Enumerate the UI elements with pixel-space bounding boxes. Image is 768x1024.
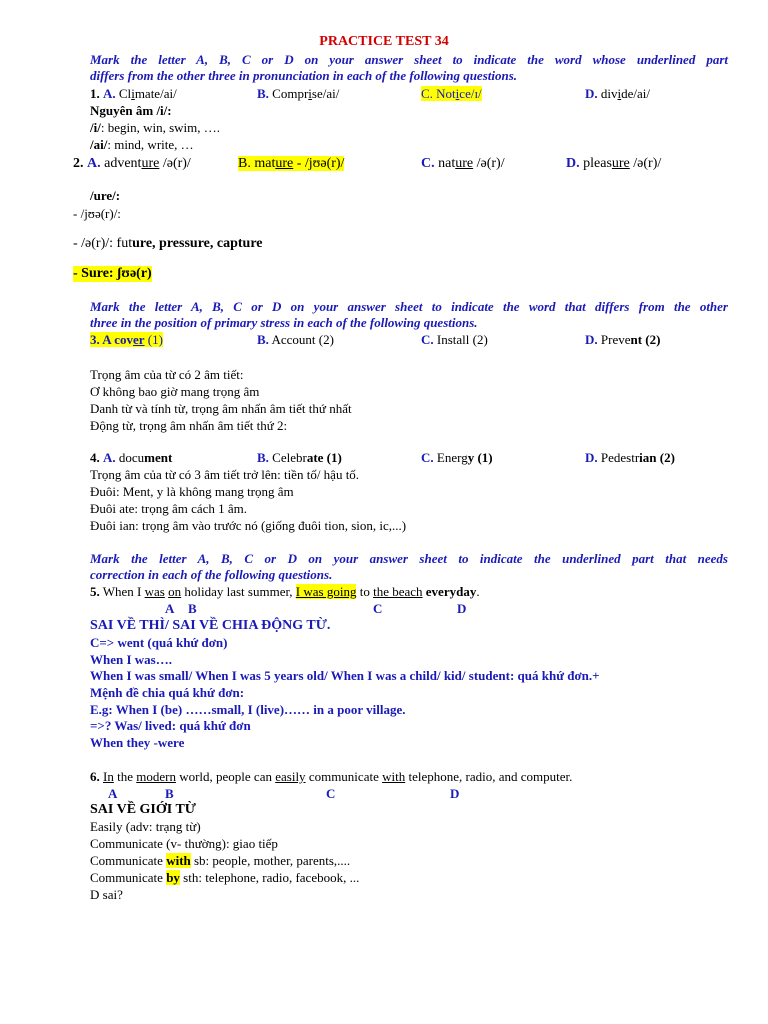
q5-notes-line-6: E.g: When I (be) ……small, I (live)…… in a poor village. (90, 702, 406, 717)
q5-notes-line-5: Mệnh đề chia quá khứ đơn: (90, 685, 245, 700)
q2-option-b: B. mature - /jʊə(r)/ (238, 156, 345, 171)
q4-option-a: 4. A. document (90, 450, 173, 465)
instruction-1-line-2: differs from the other three in pronunciation in each of the following questions. (90, 68, 518, 83)
q2-option-d: D. pleasure /ə(r)/ (566, 156, 662, 171)
q1-option-d: D. divide/ai/ (585, 86, 651, 101)
instruction-3-line-2: correction in each of the following questions. (90, 567, 333, 582)
q2-notes-line-1: - /jʊə(r)/: (73, 206, 121, 221)
q4-option-c: C. Energy (1) (421, 450, 493, 465)
q5-label-b: B (188, 601, 197, 616)
q6-sentence: 6. In the modern world, people can easily communicate with telephone, radio, and computer. (90, 769, 573, 784)
q5-notes-line-4: When I was small/ When I was 5 years old/ When I was a child/ kid/ student: quá khứ đơn.+ (90, 668, 600, 683)
q5-notes-line-8: When they -were (90, 735, 185, 750)
q2-notes-heading: /ure/: (90, 188, 121, 203)
q3-option-a: 3. A cover (1) (90, 332, 163, 347)
q4-notes-line-4: Đuôi ian: trọng âm vào trước nó (giống đuôi tion, sion, ic,...) (90, 518, 407, 533)
q1-option-b: B. Comprise/ai/ (257, 86, 340, 101)
q3-option-b: B. Account (2) (257, 332, 334, 347)
q5-label-a: A (165, 601, 175, 616)
q1-option-c: C. Notice/ɪ/ (421, 86, 482, 101)
q4-notes-line-1: Trọng âm của từ có 3 âm tiết trở lên: tiền tố/ hậu tố. (90, 467, 360, 482)
q2-notes-line-3: - Sure: ʃʊə(r) (73, 266, 152, 281)
q2-option-c: C. nature /ə(r)/ (421, 156, 505, 171)
q3-notes-line-2: Ơ không bao giờ mang trọng âm (90, 384, 260, 399)
q5-notes-line-1: SAI VỀ THÌ/ SAI VỀ CHIA ĐỘNG TỪ. (90, 618, 331, 633)
q5-notes-line-3: When I was…. (90, 652, 172, 667)
q6-notes-line-4: Communicate by sth: telephone, radio, facebook, ... (90, 870, 360, 885)
q4-notes-line-2: Đuôi: Ment, y là không mang trọng âm (90, 484, 294, 499)
q6-label-d: D (450, 786, 460, 801)
q5-label-c: C (373, 601, 383, 616)
q6-notes-line-2: Communicate (v- thường): giao tiếp (90, 836, 278, 851)
q4-option-d: D. Pedestrian (2) (585, 450, 675, 465)
page-title: PRACTICE TEST 34 (319, 34, 449, 49)
q5-notes-line-7: =>? Was/ lived: quá khứ đơn (90, 718, 251, 733)
q6-label-a: A (108, 786, 118, 801)
q2-option-a: 2. A. adventure /ə(r)/ (73, 156, 191, 171)
q1-notes-line-2: /ai/: mind, write, … (90, 137, 194, 152)
q6-label-c: C (326, 786, 336, 801)
instruction-1-line-1: Mark the letter A, B, C or D on your answer sheet to indicate the word whose underlined part (90, 52, 728, 67)
instruction-2-line-2: three in the position of primary stress in each of the following questions. (90, 315, 478, 330)
q6-notes-line-5: D sai? (90, 887, 123, 902)
q5-sentence: 5. When I was on holiday last summer, I was going to the beach everyday. (90, 584, 480, 599)
instruction-2-line-1: Mark the letter A, B, C or D on your answer sheet to indicate the word that differs from the other (90, 299, 728, 314)
q6-notes-line-1: Easily (adv: trạng từ) (90, 819, 201, 834)
q6-notes-line-3: Communicate with sb: people, mother, parents,.... (90, 853, 351, 868)
q3-option-d: D. Prevent (2) (585, 332, 661, 347)
q1-notes-line-1: /i/: begin, win, swim, …. (90, 120, 221, 135)
q3-option-c: C. Install (2) (421, 332, 488, 347)
q3-notes-line-3: Danh từ và tính từ, trọng âm nhấn âm tiết thứ nhất (90, 401, 352, 416)
q2-notes-line-2: - /ə(r)/: future, pressure, capture (73, 236, 263, 251)
instruction-3-line-1: Mark the letter A, B, C or D on your answer sheet to indicate the underlined part that needs (90, 551, 728, 566)
q1-notes-heading: Nguyên âm /i/: (90, 103, 172, 118)
q6-notes-heading: SAI VỀ GIỚI TỪ (90, 802, 196, 817)
q3-notes-line-4: Động từ, trọng âm nhấn âm tiết thứ 2: (90, 418, 288, 433)
q4-notes-line-3: Đuôi ate: trọng âm cách 1 âm. (90, 501, 248, 516)
q5-notes-line-2: C=> went (quá khứ đơn) (90, 635, 228, 650)
q6-label-b: B (165, 786, 174, 801)
q4-option-b: B. Celebrate (1) (257, 450, 342, 465)
q5-label-d: D (457, 601, 467, 616)
q1-option-a: 1. A. Climate/ai/ (90, 86, 177, 101)
q3-notes-line-1: Trọng âm của từ có 2 âm tiết: (90, 367, 244, 382)
